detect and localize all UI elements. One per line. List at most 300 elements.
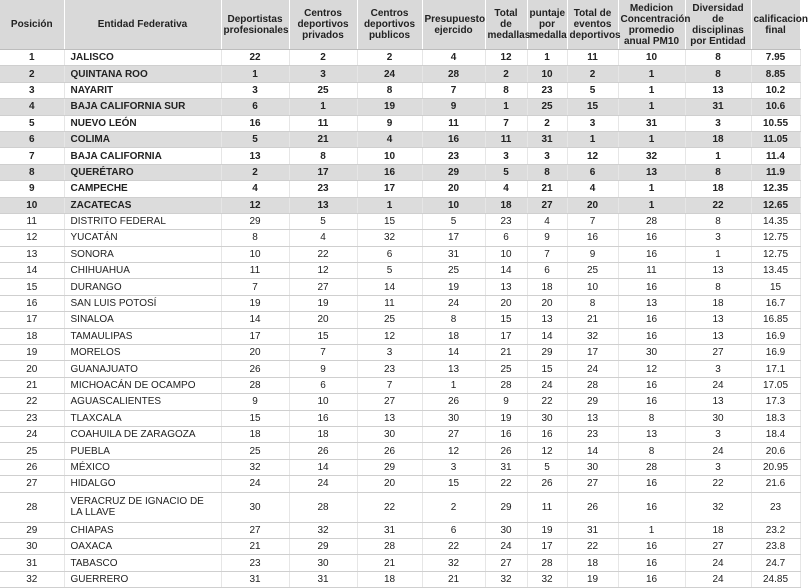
cell-eventos: 2 <box>567 66 618 82</box>
cell-medallas: 6 <box>485 230 527 246</box>
cell-medallas: 9 <box>485 394 527 410</box>
cell-pm10: 16 <box>618 476 685 492</box>
cell-centros-publicos: 23 <box>357 361 422 377</box>
cell-entidad: JALISCO <box>64 50 221 66</box>
table-row <box>0 181 800 197</box>
cell-diversidad: 8 <box>685 213 751 229</box>
cell-presupuesto: 10 <box>422 197 485 213</box>
cell-eventos: 4 <box>567 181 618 197</box>
cell-entidad: AGUASCALIENTES <box>64 394 221 410</box>
cell-diversidad: 24 <box>685 555 751 571</box>
table-row <box>0 197 800 213</box>
cell-eventos: 5 <box>567 82 618 98</box>
cell-posicion: 21 <box>0 377 64 393</box>
cell-medallas: 24 <box>485 538 527 554</box>
cell-posicion: 4 <box>0 99 64 115</box>
cell-deportistas: 10 <box>221 246 289 262</box>
cell-eventos: 21 <box>567 312 618 328</box>
cell-medallas: 30 <box>485 522 527 538</box>
cell-diversidad: 3 <box>685 115 751 131</box>
cell-calificacion: 20.6 <box>751 443 800 459</box>
cell-posicion: 13 <box>0 246 64 262</box>
cell-deportistas: 18 <box>221 426 289 442</box>
cell-posicion: 8 <box>0 164 64 180</box>
cell-calificacion: 14.35 <box>751 213 800 229</box>
cell-medallas: 8 <box>485 82 527 98</box>
cell-entidad: NUEVO LEÓN <box>64 115 221 131</box>
cell-calificacion: 16.9 <box>751 345 800 361</box>
cell-diversidad: 13 <box>685 82 751 98</box>
table-row <box>0 164 800 180</box>
cell-entidad: ZACATECAS <box>64 197 221 213</box>
cell-pm10: 8 <box>618 443 685 459</box>
cell-medallas: 31 <box>485 459 527 475</box>
cell-posicion: 2 <box>0 66 64 82</box>
cell-calificacion: 21.6 <box>751 476 800 492</box>
cell-calificacion: 24.7 <box>751 555 800 571</box>
cell-centros-privados: 25 <box>289 82 357 98</box>
cell-entidad: GUERRERO <box>64 571 221 587</box>
cell-puntaje: 11 <box>527 492 567 522</box>
cell-deportistas: 4 <box>221 181 289 197</box>
cell-posicion: 7 <box>0 148 64 164</box>
cell-posicion: 20 <box>0 361 64 377</box>
cell-calificacion: 7.95 <box>751 50 800 66</box>
cell-pm10: 16 <box>618 279 685 295</box>
cell-deportistas: 15 <box>221 410 289 426</box>
cell-centros-privados: 18 <box>289 426 357 442</box>
cell-presupuesto: 6 <box>422 522 485 538</box>
cell-centros-publicos: 15 <box>357 213 422 229</box>
cell-pm10: 28 <box>618 459 685 475</box>
cell-puntaje: 23 <box>527 82 567 98</box>
cell-eventos: 17 <box>567 345 618 361</box>
cell-posicion: 27 <box>0 476 64 492</box>
cell-pm10: 28 <box>618 213 685 229</box>
table-row <box>0 148 800 164</box>
cell-diversidad: 22 <box>685 476 751 492</box>
cell-deportistas: 23 <box>221 555 289 571</box>
cell-puntaje: 10 <box>527 66 567 82</box>
cell-puntaje: 28 <box>527 555 567 571</box>
cell-puntaje: 22 <box>527 394 567 410</box>
cell-calificacion: 16.9 <box>751 328 800 344</box>
cell-diversidad: 3 <box>685 426 751 442</box>
cell-pm10: 1 <box>618 181 685 197</box>
cell-calificacion: 23 <box>751 492 800 522</box>
table-row <box>0 82 800 98</box>
cell-medallas: 21 <box>485 345 527 361</box>
cell-presupuesto: 32 <box>422 555 485 571</box>
cell-entidad: QUINTANA ROO <box>64 66 221 82</box>
table-row <box>0 279 800 295</box>
header-pm10: Medicion Concentración promedio anual PM10 <box>618 0 685 50</box>
cell-deportistas: 1 <box>221 66 289 82</box>
cell-presupuesto: 11 <box>422 115 485 131</box>
cell-calificacion: 18.3 <box>751 410 800 426</box>
cell-posicion: 23 <box>0 410 64 426</box>
cell-deportistas: 24 <box>221 476 289 492</box>
cell-puntaje: 18 <box>527 279 567 295</box>
cell-eventos: 12 <box>567 148 618 164</box>
cell-calificacion: 18.4 <box>751 426 800 442</box>
cell-centros-publicos: 18 <box>357 571 422 587</box>
cell-medallas: 18 <box>485 197 527 213</box>
cell-centros-privados: 22 <box>289 246 357 262</box>
cell-entidad: MICHOACÁN DE OCAMPO <box>64 377 221 393</box>
cell-entidad: BAJA CALIFORNIA SUR <box>64 99 221 115</box>
cell-centros-privados: 10 <box>289 394 357 410</box>
cell-pm10: 1 <box>618 82 685 98</box>
cell-centros-privados: 11 <box>289 115 357 131</box>
cell-deportistas: 30 <box>221 492 289 522</box>
cell-presupuesto: 28 <box>422 66 485 82</box>
cell-posicion: 16 <box>0 295 64 311</box>
cell-diversidad: 24 <box>685 443 751 459</box>
cell-diversidad: 18 <box>685 295 751 311</box>
cell-centros-publicos: 5 <box>357 263 422 279</box>
cell-diversidad: 3 <box>685 459 751 475</box>
cell-calificacion: 16.85 <box>751 312 800 328</box>
cell-eventos: 22 <box>567 538 618 554</box>
cell-puntaje: 3 <box>527 148 567 164</box>
cell-eventos: 1 <box>567 131 618 147</box>
cell-entidad: COAHUILA DE ZARAGOZA <box>64 426 221 442</box>
cell-diversidad: 30 <box>685 410 751 426</box>
cell-entidad: YUCATÁN <box>64 230 221 246</box>
cell-presupuesto: 12 <box>422 443 485 459</box>
cell-centros-privados: 5 <box>289 213 357 229</box>
cell-posicion: 10 <box>0 197 64 213</box>
cell-centros-privados: 7 <box>289 345 357 361</box>
cell-entidad: TABASCO <box>64 555 221 571</box>
header-entidad: Entidad Federativa <box>64 0 221 50</box>
cell-deportistas: 20 <box>221 345 289 361</box>
cell-puntaje: 6 <box>527 263 567 279</box>
cell-presupuesto: 17 <box>422 230 485 246</box>
table-row <box>0 443 800 459</box>
cell-deportistas: 16 <box>221 115 289 131</box>
cell-presupuesto: 24 <box>422 295 485 311</box>
cell-posicion: 30 <box>0 538 64 554</box>
cell-calificacion: 20.95 <box>751 459 800 475</box>
cell-entidad: TLAXCALA <box>64 410 221 426</box>
table-header <box>0 0 808 50</box>
cell-centros-privados: 15 <box>289 328 357 344</box>
cell-presupuesto: 31 <box>422 246 485 262</box>
cell-diversidad: 8 <box>685 50 751 66</box>
cell-centros-publicos: 16 <box>357 164 422 180</box>
cell-eventos: 16 <box>567 230 618 246</box>
cell-centros-publicos: 30 <box>357 426 422 442</box>
cell-eventos: 6 <box>567 164 618 180</box>
cell-posicion: 25 <box>0 443 64 459</box>
cell-medallas: 13 <box>485 279 527 295</box>
cell-medallas: 22 <box>485 476 527 492</box>
cell-centros-privados: 4 <box>289 230 357 246</box>
cell-deportistas: 13 <box>221 148 289 164</box>
cell-pm10: 16 <box>618 246 685 262</box>
table-row <box>0 492 800 522</box>
cell-diversidad: 31 <box>685 99 751 115</box>
cell-deportistas: 7 <box>221 279 289 295</box>
cell-entidad: NAYARIT <box>64 82 221 98</box>
cell-deportistas: 31 <box>221 571 289 587</box>
cell-centros-publicos: 2 <box>357 50 422 66</box>
cell-entidad: SAN LUIS POTOSÍ <box>64 295 221 311</box>
cell-posicion: 31 <box>0 555 64 571</box>
cell-posicion: 18 <box>0 328 64 344</box>
cell-calificacion: 13.45 <box>751 263 800 279</box>
cell-pm10: 1 <box>618 99 685 115</box>
cell-posicion: 3 <box>0 82 64 98</box>
cell-eventos: 18 <box>567 555 618 571</box>
cell-pm10: 16 <box>618 230 685 246</box>
table-row <box>0 230 800 246</box>
cell-pm10: 1 <box>618 131 685 147</box>
table-row <box>0 295 800 311</box>
cell-medallas: 12 <box>485 50 527 66</box>
cell-medallas: 15 <box>485 312 527 328</box>
cell-pm10: 12 <box>618 361 685 377</box>
cell-puntaje: 20 <box>527 295 567 311</box>
cell-presupuesto: 16 <box>422 131 485 147</box>
cell-presupuesto: 22 <box>422 538 485 554</box>
cell-calificacion: 17.1 <box>751 361 800 377</box>
cell-centros-publicos: 7 <box>357 377 422 393</box>
cell-pm10: 10 <box>618 50 685 66</box>
cell-posicion: 11 <box>0 213 64 229</box>
cell-pm10: 16 <box>618 312 685 328</box>
cell-pm10: 32 <box>618 148 685 164</box>
cell-deportistas: 11 <box>221 263 289 279</box>
cell-calificacion: 16.7 <box>751 295 800 311</box>
cell-centros-privados: 20 <box>289 312 357 328</box>
cell-posicion: 12 <box>0 230 64 246</box>
cell-diversidad: 27 <box>685 345 751 361</box>
cell-puntaje: 29 <box>527 345 567 361</box>
cell-centros-privados: 30 <box>289 555 357 571</box>
cell-centros-publicos: 24 <box>357 66 422 82</box>
cell-centros-publicos: 3 <box>357 345 422 361</box>
header-puntaje: puntaje por medalla <box>527 0 567 50</box>
cell-entidad: CHIAPAS <box>64 522 221 538</box>
cell-deportistas: 6 <box>221 99 289 115</box>
cell-deportistas: 28 <box>221 377 289 393</box>
cell-presupuesto: 23 <box>422 148 485 164</box>
cell-eventos: 13 <box>567 410 618 426</box>
cell-presupuesto: 4 <box>422 50 485 66</box>
header-eventos: Total de eventos deportivos <box>567 0 618 50</box>
cell-eventos: 24 <box>567 361 618 377</box>
cell-puntaje: 32 <box>527 571 567 587</box>
cell-puntaje: 8 <box>527 164 567 180</box>
cell-posicion: 32 <box>0 571 64 587</box>
cell-centros-privados: 28 <box>289 492 357 522</box>
cell-centros-publicos: 22 <box>357 492 422 522</box>
cell-centros-privados: 3 <box>289 66 357 82</box>
cell-centros-publicos: 32 <box>357 230 422 246</box>
cell-medallas: 4 <box>485 181 527 197</box>
cell-medallas: 2 <box>485 66 527 82</box>
cell-pm10: 1 <box>618 522 685 538</box>
cell-entidad: QUERÉTARO <box>64 164 221 180</box>
cell-medallas: 1 <box>485 99 527 115</box>
cell-pm10: 16 <box>618 394 685 410</box>
cell-deportistas: 21 <box>221 538 289 554</box>
cell-centros-publicos: 28 <box>357 538 422 554</box>
cell-deportistas: 17 <box>221 328 289 344</box>
cell-centros-privados: 21 <box>289 131 357 147</box>
cell-medallas: 16 <box>485 426 527 442</box>
cell-puntaje: 2 <box>527 115 567 131</box>
cell-medallas: 20 <box>485 295 527 311</box>
cell-centros-privados: 26 <box>289 443 357 459</box>
cell-medallas: 14 <box>485 263 527 279</box>
cell-medallas: 27 <box>485 555 527 571</box>
cell-medallas: 32 <box>485 571 527 587</box>
table-row <box>0 50 800 66</box>
cell-entidad: MÉXICO <box>64 459 221 475</box>
cell-pm10: 13 <box>618 426 685 442</box>
cell-calificacion: 12.35 <box>751 181 800 197</box>
cell-calificacion: 23.2 <box>751 522 800 538</box>
cell-calificacion: 11.9 <box>751 164 800 180</box>
cell-pm10: 13 <box>618 295 685 311</box>
cell-eventos: 8 <box>567 295 618 311</box>
cell-deportistas: 14 <box>221 312 289 328</box>
cell-entidad: MORELOS <box>64 345 221 361</box>
cell-centros-privados: 1 <box>289 99 357 115</box>
table-row <box>0 459 800 475</box>
cell-entidad: GUANAJUATO <box>64 361 221 377</box>
cell-presupuesto: 13 <box>422 361 485 377</box>
table-row <box>0 476 800 492</box>
cell-diversidad: 24 <box>685 377 751 393</box>
cell-presupuesto: 25 <box>422 263 485 279</box>
cell-medallas: 11 <box>485 131 527 147</box>
cell-entidad: SINALOA <box>64 312 221 328</box>
cell-centros-publicos: 9 <box>357 115 422 131</box>
cell-diversidad: 8 <box>685 66 751 82</box>
table-row <box>0 246 800 262</box>
cell-calificacion: 15 <box>751 279 800 295</box>
cell-entidad: DISTRITO FEDERAL <box>64 213 221 229</box>
cell-eventos: 9 <box>567 246 618 262</box>
cell-entidad: HIDALGO <box>64 476 221 492</box>
cell-presupuesto: 9 <box>422 99 485 115</box>
table-row <box>0 538 800 554</box>
table-row <box>0 131 800 147</box>
cell-eventos: 3 <box>567 115 618 131</box>
cell-puntaje: 5 <box>527 459 567 475</box>
cell-diversidad: 13 <box>685 312 751 328</box>
cell-presupuesto: 18 <box>422 328 485 344</box>
cell-eventos: 28 <box>567 377 618 393</box>
cell-centros-privados: 2 <box>289 50 357 66</box>
table-row <box>0 115 800 131</box>
cell-calificacion: 17.05 <box>751 377 800 393</box>
cell-eventos: 10 <box>567 279 618 295</box>
table-row <box>0 377 800 393</box>
cell-deportistas: 25 <box>221 443 289 459</box>
cell-centros-privados: 17 <box>289 164 357 180</box>
cell-centros-publicos: 29 <box>357 459 422 475</box>
cell-puntaje: 13 <box>527 312 567 328</box>
cell-diversidad: 13 <box>685 394 751 410</box>
header-calificacion: calificacion final <box>751 0 800 50</box>
cell-medallas: 29 <box>485 492 527 522</box>
cell-presupuesto: 21 <box>422 571 485 587</box>
cell-medallas: 23 <box>485 213 527 229</box>
cell-presupuesto: 20 <box>422 181 485 197</box>
cell-centros-privados: 12 <box>289 263 357 279</box>
cell-medallas: 25 <box>485 361 527 377</box>
header-centros-publicos: Centros deportivos publicos <box>357 0 422 50</box>
cell-puntaje: 27 <box>527 197 567 213</box>
cell-calificacion: 12.65 <box>751 197 800 213</box>
cell-puntaje: 16 <box>527 426 567 442</box>
cell-presupuesto: 19 <box>422 279 485 295</box>
cell-presupuesto: 5 <box>422 213 485 229</box>
cell-diversidad: 18 <box>685 131 751 147</box>
cell-pm10: 1 <box>618 66 685 82</box>
cell-centros-publicos: 12 <box>357 328 422 344</box>
cell-presupuesto: 26 <box>422 394 485 410</box>
cell-calificacion: 17.3 <box>751 394 800 410</box>
cell-diversidad: 8 <box>685 164 751 180</box>
table-row <box>0 426 800 442</box>
cell-diversidad: 1 <box>685 148 751 164</box>
cell-entidad: PUEBLA <box>64 443 221 459</box>
cell-centros-publicos: 31 <box>357 522 422 538</box>
cell-centros-privados: 23 <box>289 181 357 197</box>
cell-eventos: 27 <box>567 476 618 492</box>
cell-presupuesto: 15 <box>422 476 485 492</box>
cell-eventos: 30 <box>567 459 618 475</box>
cell-eventos: 31 <box>567 522 618 538</box>
cell-puntaje: 7 <box>527 246 567 262</box>
cell-medallas: 19 <box>485 410 527 426</box>
table-row <box>0 394 800 410</box>
cell-puntaje: 21 <box>527 181 567 197</box>
cell-diversidad: 32 <box>685 492 751 522</box>
cell-diversidad: 1 <box>685 246 751 262</box>
cell-medallas: 3 <box>485 148 527 164</box>
cell-puntaje: 12 <box>527 443 567 459</box>
header-presupuesto: Presupuesto ejercido <box>422 0 485 50</box>
cell-presupuesto: 14 <box>422 345 485 361</box>
cell-centros-privados: 32 <box>289 522 357 538</box>
cell-pm10: 8 <box>618 410 685 426</box>
cell-pm10: 31 <box>618 115 685 131</box>
cell-medallas: 7 <box>485 115 527 131</box>
table-row <box>0 213 800 229</box>
cell-medallas: 26 <box>485 443 527 459</box>
cell-centros-privados: 14 <box>289 459 357 475</box>
cell-centros-publicos: 26 <box>357 443 422 459</box>
table-row <box>0 522 800 538</box>
cell-posicion: 17 <box>0 312 64 328</box>
cell-deportistas: 19 <box>221 295 289 311</box>
cell-entidad: SONORA <box>64 246 221 262</box>
cell-calificacion: 11.05 <box>751 131 800 147</box>
cell-posicion: 26 <box>0 459 64 475</box>
table-row <box>0 410 800 426</box>
cell-deportistas: 27 <box>221 522 289 538</box>
header-posicion: Posición <box>0 0 64 50</box>
cell-centros-privados: 6 <box>289 377 357 393</box>
